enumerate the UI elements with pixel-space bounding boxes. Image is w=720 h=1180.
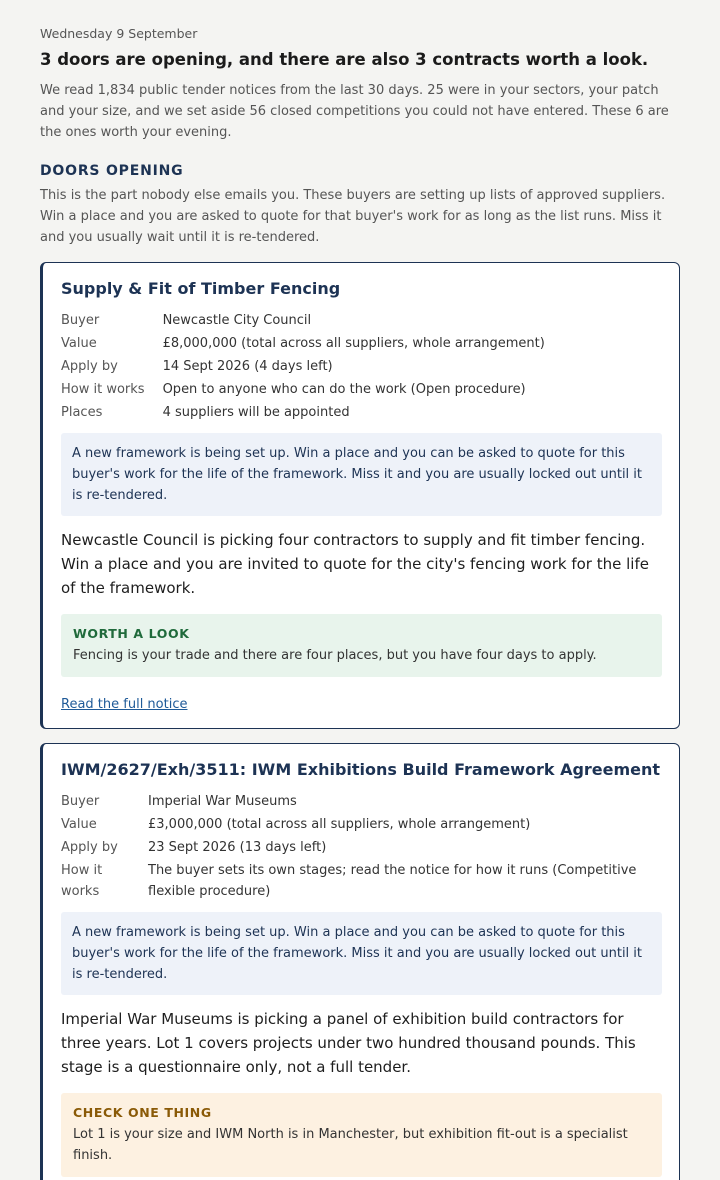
fact-value-places: 4 suppliers will be appointed [162, 405, 350, 421]
fact-label-how-it-works: How it works [61, 863, 103, 900]
fact-value-value: £3,000,000 (total across all suppliers, whole arrangement) [148, 817, 531, 833]
fact-value-apply-by: 14 Sept 2026 (4 days left) [162, 359, 333, 375]
tender-card [40, 262, 680, 729]
tender-title: Supply & Fit of Timber Fencing [61, 279, 341, 299]
tender-facts [61, 791, 662, 902]
verdict-text: Fencing is your trade and there are four places, but you have four days to apply. [73, 648, 597, 664]
fact-label-how-it-works: How it works [61, 382, 145, 398]
framework-note: A new framework is being set up. Win a place and you can be asked to quote for this buyer's work for the life of the framework. Miss it and you are usually locked out until it is re-tendered. [61, 912, 662, 995]
tender-facts [61, 310, 662, 423]
digest-intro: We read 1,834 public tender notices from the last 30 days. 25 were in your sectors, your patch and your size, and we set aside 56 closed competitions you could not have entered. These 6 are the ones worth your evening. [40, 83, 669, 141]
fact-label-apply-by: Apply by [61, 359, 118, 375]
fact-label-buyer: Buyer [61, 794, 100, 810]
digest-date: Wednesday 9 September [40, 26, 198, 41]
read-full-notice-link[interactable]: Read the full notice [61, 697, 188, 713]
framework-note: A new framework is being set up. Win a place and you can be asked to quote for this buyer's work for the life of the framework. Miss it and you are usually locked out until it is re-tendered. [61, 433, 662, 516]
verdict-text: Lot 1 is your size and IWM North is in Manchester, but exhibition fit-out is a specialist finish. [73, 1127, 628, 1164]
tender-card [40, 743, 680, 1180]
fact-value-how-it-works: Open to anyone who can do the work (Open procedure) [162, 382, 526, 398]
fact-label-buyer: Buyer [61, 313, 100, 329]
fact-value-value: £8,000,000 (total across all suppliers, whole arrangement) [162, 336, 545, 352]
tender-summary: Imperial War Museums is picking a panel of exhibition build contractors for three years. Lot 1 covers projects under two hundred thousand pounds. This stage is a questionnaire only, not a full tender. [61, 1010, 636, 1077]
fact-label-value: Value [61, 336, 97, 352]
fact-label-apply-by: Apply by [61, 840, 118, 856]
tender-title: IWM/2627/Exh/3511: IWM Exhibitions Build Framework Agreement [61, 760, 661, 780]
section-intro: This is the part nobody else emails you. These buyers are setting up lists of approved suppliers. Win a place and you are asked to quote for that buyer's work for as long as the list runs. Miss it and you usually wait until it is re-tendered. [40, 188, 666, 246]
digest-headline: 3 doors are opening, and there are also 3 contracts worth a look. [40, 50, 649, 69]
fact-value-apply-by: 23 Sept 2026 (13 days left) [148, 840, 327, 856]
verdict-title: WORTH A LOOK [73, 626, 190, 642]
tender-summary: Newcastle Council is picking four contractors to supply and fit timber fencing. Win a place and you are invited to quote for the city's fencing work for the life of the framework. [61, 531, 649, 598]
verdict-box [61, 614, 662, 677]
verdict-box [61, 1093, 662, 1177]
fact-value-buyer: Imperial War Museums [148, 794, 297, 810]
fact-value-how-it-works: The buyer sets its own stages; read the notice for how it runs (Competitive flexible procedure) [148, 863, 637, 900]
fact-value-buyer: Newcastle City Council [162, 313, 312, 329]
fact-label-places: Places [61, 405, 103, 421]
fact-label-value: Value [61, 817, 97, 833]
verdict-title: CHECK ONE THING [73, 1105, 212, 1121]
section-title: DOORS OPENING [40, 163, 184, 180]
